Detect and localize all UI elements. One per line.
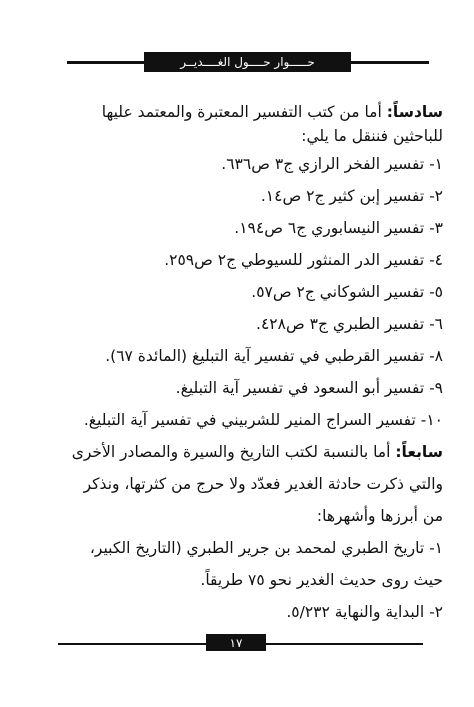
page-number-box bbox=[206, 634, 266, 651]
section-sixth-line-1 bbox=[58, 100, 443, 124]
tafsir-item: ٩- تفسير أبو السعود في تفسير آية التبليغ. bbox=[175, 379, 443, 397]
history-item: ٢- البداية والنهاية ٥/٢٣٢. bbox=[286, 603, 443, 621]
tafsir-item: ٨- تفسير القرطبي في تفسير آية التبليغ (المائدة ٦٧). bbox=[105, 347, 443, 365]
section-seventh-heading: سابعاً: bbox=[395, 443, 443, 461]
section-sixth-line-2: للباحثين فننقل ما يلي: bbox=[301, 127, 443, 145]
page-number: ١٧ bbox=[229, 635, 243, 650]
section-sixth-heading: سادساً: bbox=[386, 103, 443, 121]
tafsir-list bbox=[58, 148, 443, 436]
history-list bbox=[58, 532, 443, 628]
tafsir-item: ٥- تفسير الشوكاني ج٢ ص٥٧. bbox=[251, 283, 443, 301]
section-seventh-line-1 bbox=[58, 436, 443, 468]
section-seventh-line-3: من أبرزها وأشهرها: bbox=[316, 507, 443, 525]
section-seventh-intro: أما بالنسبة لكتب التاريخ والسيرة والمصادر الأخرى bbox=[71, 443, 396, 461]
tafsir-item: ١- تفسير الفخر الرازي ج٣ ص٦٣٦. bbox=[221, 155, 443, 173]
history-item-continuation: حيث روى حديث الغدير نحو ٧٥ طريقاً. bbox=[200, 571, 443, 589]
running-header-title: حـــــوار حــــول الغــــديــر bbox=[180, 55, 315, 69]
section-sixth bbox=[58, 100, 443, 148]
section-sixth-intro: أما من كتب التفسير المعتبرة والمعتمد عليها bbox=[101, 103, 387, 121]
section-seventh-line-2: والتي ذكرت حادثة الغدير فعدّد ولا حرج من كثرتها، ونذكر bbox=[83, 475, 443, 493]
tafsir-item: ٢- تفسير إبن كثير ج٢ ص١٤. bbox=[260, 187, 443, 205]
history-item: ١- تاريخ الطبري لمحمد بن جرير الطبري (التاريخ الكبير، bbox=[89, 539, 443, 557]
section-seventh bbox=[58, 436, 443, 532]
tafsir-item: ٤- تفسير الدر المنثور للسيوطي ج٢ ص٢٥٩. bbox=[164, 251, 443, 269]
tafsir-item: ٣- تفسير النيسابوري ج٦ ص١٩٤. bbox=[234, 219, 443, 237]
tafsir-item: ١٠- تفسير السراج المنير للشربيني في تفسير آية التبليغ. bbox=[83, 411, 443, 429]
page-body bbox=[58, 100, 443, 628]
tafsir-item: ٦- تفسير الطبري ج٣ ص٤٢٨. bbox=[256, 315, 443, 333]
running-header bbox=[144, 52, 351, 72]
